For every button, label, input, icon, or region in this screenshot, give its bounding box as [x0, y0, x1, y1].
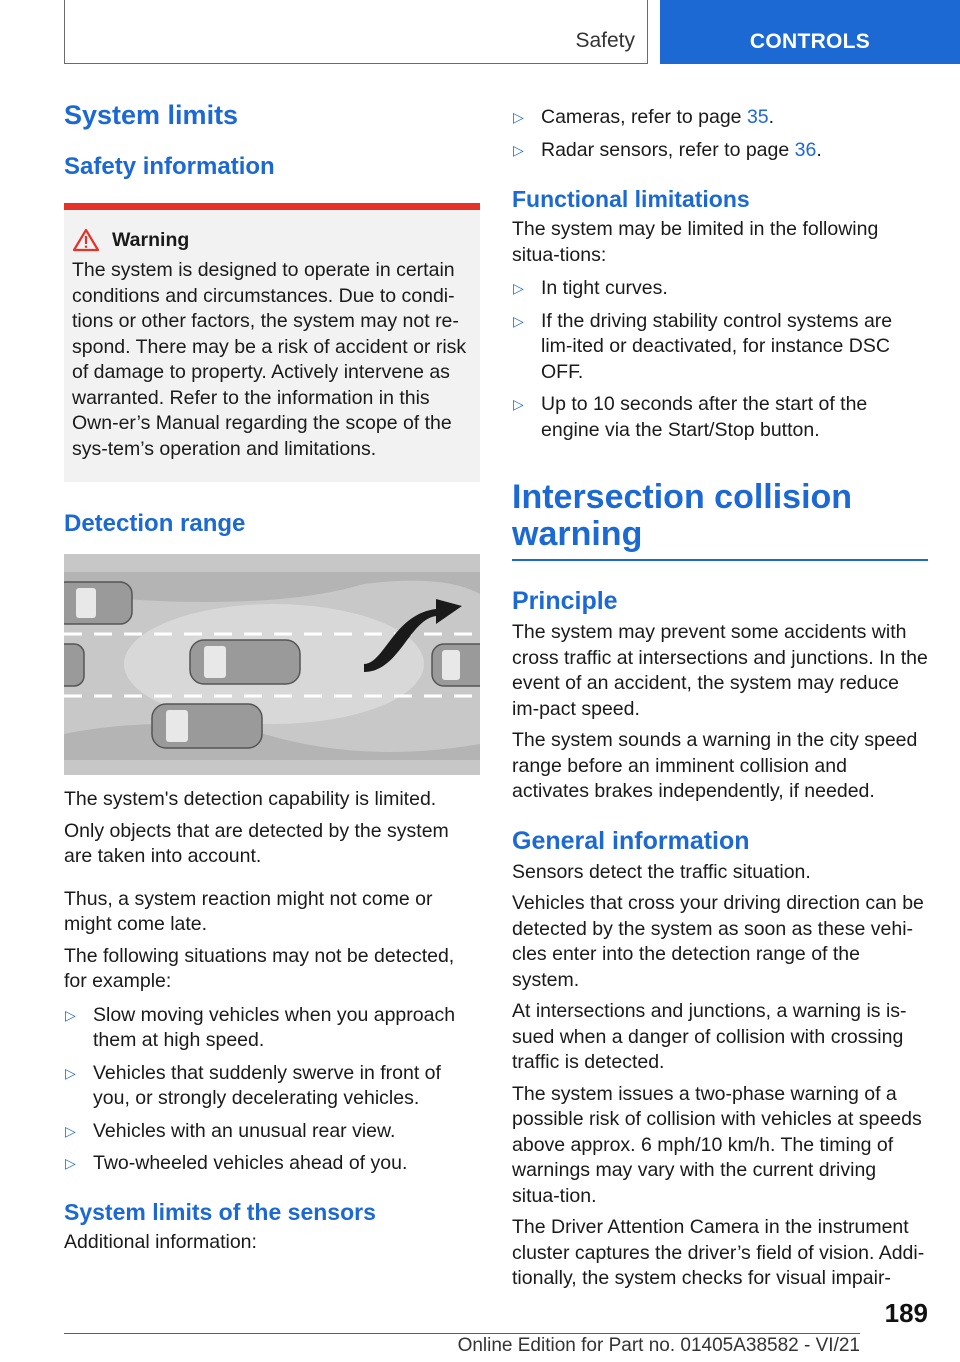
page-link-cameras[interactable]: 35 — [746, 106, 769, 128]
list-item: ▷ Cameras, refer to page 35. — [512, 105, 928, 131]
bullet-triangle-icon: ▷ — [65, 1122, 76, 1139]
list-item: ▷ Up to 10 seconds after the start of the engine via the Start/Stop button. — [513, 393, 868, 441]
list-item: ▷ Two-wheeled vehicles ahead of you. — [64, 1151, 480, 1177]
sensor-reference-list — [512, 105, 928, 163]
general-paragraph-2: Vehicles that cross your driving direction can be detected by the system as soon as these vehi-cles enter into the detection range of the system. — [512, 892, 924, 991]
detection-range-heading: Detection range — [64, 510, 246, 537]
list-item: ▷ Vehicles that suddenly swerve in front of you, or strongly decelerating vehicles. — [65, 1061, 441, 1109]
functional-limitations-heading: Functional limitations — [512, 186, 750, 212]
bullet-triangle-icon: ▷ — [65, 1006, 76, 1023]
header-chapter-label: CONTROLS — [749, 30, 871, 53]
general-information-heading: General information — [512, 826, 750, 855]
general-paragraph-3: At intersections and junctions, a warning is is-sued when a danger of collision with crossing traffic is detected. — [512, 1000, 907, 1073]
detection-paragraph-2: Only objects that are detected by the system are taken into account. — [64, 819, 449, 867]
header-chapter-tab[interactable] — [660, 0, 960, 64]
functional-limitations-list — [512, 276, 928, 443]
bullet-triangle-icon: ▷ — [513, 141, 524, 158]
warning-label: Warning — [112, 228, 190, 251]
functional-limitations-text: The system may be limited in the following situa-tions: — [512, 218, 879, 266]
right-column — [512, 105, 928, 1292]
list-item: ▷ Radar sensors, refer to page 36. — [512, 138, 928, 164]
list-item: ▷ Vehicles with an unusual rear view. — [64, 1119, 480, 1145]
principle-heading: Principle — [512, 587, 618, 615]
principle-paragraph-1: The system may prevent some accidents with cross traffic at intersections and junctions. In the event of an accident, the system may reduce im-pact speed. — [512, 621, 928, 720]
detection-paragraph-1: The system's detection capability is limited. — [64, 788, 437, 810]
bullet-triangle-icon: ▷ — [513, 109, 524, 125]
list-item: ▷ If the driving stability control systems are lim-ited or deactivated, for instance DSC OFF. — [513, 309, 893, 383]
principle-paragraph-2: The system sounds a warning in the city speed range before an imminent collision and activates brakes independently, if needed. — [512, 729, 918, 802]
sensors-text: Additional information: — [64, 1230, 257, 1253]
general-paragraph-5: The Driver Attention Camera in the instrument cluster captures the driver’s field of vision. Addi-tionally, the system checks for visual impair- — [512, 1216, 925, 1289]
warning-box — [64, 203, 480, 482]
page-number: 189 — [884, 1298, 928, 1328]
bullet-triangle-icon: ▷ — [513, 280, 524, 296]
detection-paragraph-3: Thus, a system reaction might not come or might come late. — [64, 887, 433, 935]
footer-rule — [64, 1333, 860, 1334]
chapter-heading: Intersection collision warning — [512, 479, 928, 561]
edition-note: Online Edition for Part no. 01405A38582 - VI/21 — [457, 1335, 860, 1356]
detection-range-illustration — [64, 554, 480, 775]
bullet-triangle-icon: ▷ — [65, 1064, 76, 1081]
detection-paragraph-4: The following situations may not be detected, for example: — [64, 944, 455, 992]
section-title: System limits — [64, 100, 239, 130]
header-section-label: Safety — [575, 29, 635, 52]
bullet-triangle-icon: ▷ — [65, 1155, 76, 1171]
undetected-situations-list — [64, 1003, 480, 1177]
general-paragraph-4: The system issues a two-phase warning of a possible risk of collision with vehicles at speeds above approx. 6 mph/10 km/h. The timing of warnings may vary with the current driving situa-tion. — [512, 1082, 922, 1207]
warning-text: The system is designed to operate in certain conditions and circumstances. Due to condi-tions or other factors, the system may not re-spond. There may be a risk of accident or risk of damage to property. Actively intervene as warranted. Refer to the information in this Own-er’s Manual regarding the scope of the sys-tem’s operation and limitations. — [72, 259, 467, 460]
list-item: ▷ Slow moving vehicles when you approach them at high speed. — [65, 1003, 456, 1051]
list-item: ▷ In tight curves. — [512, 276, 928, 302]
page-link-radar[interactable]: 36 — [794, 138, 817, 161]
bullet-triangle-icon: ▷ — [513, 312, 524, 329]
general-paragraph-1: Sensors detect the traffic situation. — [512, 860, 811, 883]
subsection-title: Safety information — [64, 153, 275, 180]
header-section-box — [64, 0, 648, 64]
left-column — [64, 100, 480, 1255]
bullet-triangle-icon: ▷ — [513, 396, 524, 412]
warning-triangle-icon — [72, 228, 100, 252]
sensors-heading: System limits of the sensors — [64, 1198, 376, 1225]
